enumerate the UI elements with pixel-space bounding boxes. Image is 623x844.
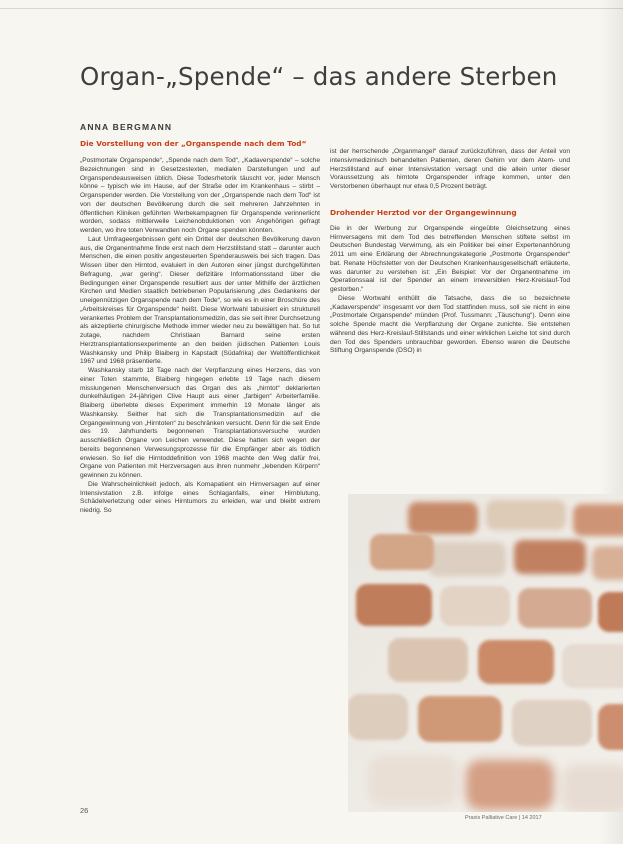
journal-footer: Praxis Palliative Care | 14 2017 [465, 815, 542, 821]
left-column [80, 139, 320, 516]
left-paragraph-2: Laut Umfrageergebnissen geht ein Drittel der deutschen Bevölkerung davon aus, die Organentnahme finde erst nach dem Herzstillstand statt – darunter auch Menschen, die einen positiv angesteuerten Spenderausweis bei sich tragen. Das Wissen über den Hirntod, evaluiert in den Autoren einer jüngst durchgeführten Befragung, „war gering“. Dieser defizitäre Informationsstand über die Bedingungen einer Organspende resultiert aus der unter Mithilfe der ärztlichen Kirchen und Medien staatlich betriebenen Popularisierung „des Gedankens der uneigennützigen Organspende nach dem Tode“, so wie es in einer Broschüre des „Arbeitskreises für Organspende“ heißt. Diese Wortwahl tabuisiert ein strukturell verankertes Problem der Transplantationsmedizin, das sie seit ihrer Durchsetzung als akzeptierte chirurgische Methode immer wieder neu zu bewältigen hat. So tut zutage, nachdem Christiaan Barnard seine ersten Herztransplantationsexperimente an den beiden jüdischen Patienten Louis Washkansky und Philip Blaiberg in Kapstadt (Südafrika) der Weltöffentlichkeit 1967 und 1968 präsentierte. [80, 235, 320, 366]
page-number: 26 [80, 806, 89, 815]
left-subhead: Die Vorstellung von der „Organspende nach dem Tod“ [80, 139, 307, 148]
right-subhead: Drohender Herztod vor der Organgewinnung [330, 207, 517, 217]
left-paragraph-1: „Postmortale Organspende“, „Spende nach dem Tod“, „Kadaverspende“ – solche Bezeichnungen sind in Gesetzestexten, medialen Darstellungen und auf Organspendeausweisen üblich. Diese Todesrhetorik täuscht vor, jeder Mensch könne – typisch wie im Hause, auf der Straße oder im Krankenhaus – stirbt – Organspender werden. Die Vorstellung von der „Organspende nach dem Tod“ ist von der deutschen Bevölkerung durch die seit mehreren Jahrzehnten in öffentlichen Kliniken geführten Werbekampagnen für Organspende verinnerlicht worden, sodass mittlerweile Leichenobduktionen von Angehörigen gefragt werden, wo ihre toten Verwandten noch Organe spenden könnten. [80, 157, 320, 234]
right-paragraph-1: Die in der Werbung zur Organspende eingeübte Gleichsetzung eines Hirnversagens mit dem Tod des betreffenden Menschen stiftete selbst im Deutschen Bundestag Verwirrung, als ein Politiker bei einer Expertenanhörung 2011 um eine Erklärung der Abrechnungskategorie „Postmorte Organspender“ bat. Renate Höchstetter von der Deutschen Krankenhausgesellschaft erläuterte, was darunter zu verstehen ist: „Ein Beispiel: Vor der Organentnahme im Operationssaal ist der Spender an einem irreversiblen Herz-Kreislauf-Tod gestorben.“ [330, 224, 570, 293]
brick-wall-illustration [348, 494, 623, 812]
top-rule [0, 8, 623, 9]
right-intro-paragraph: ist der herrschende „Organmangel“ darauf zurückzuführen, dass der Anteil von intensivmedizinisch behandelten Patienten, deren Gehirn vor dem Atem- und Herzstillstand auf einer Intensivstation versagt und die allein unter dieser Voraussetzung als hirntote Organspender infrage kommen, unter den Verstorbenen überhaupt nur etwa 0,5 Prozent beträgt. [330, 148, 570, 190]
right-paragraph-2: Diese Wortwahl enthüllt die Tatsache, dass die so bezeichnete „Kadaverspende“ insgesamt vor dem Tod stattfinden muss, soll sie nicht in eine „Postmortale Organspende“ münden (Prof. Tussmann: „Täuschung“). Denn eine solche Spende macht die Verpflanzung der Organe zunichte. Sie entstehen während des Herz-Kreislauf-Stillstands und einer wirklichen Leiche tot sind durch den Tod des Spenders unbrauchbar geworden. Ebenso waren die Deutsche Stiftung Organspende (DSO) in [330, 294, 570, 355]
left-paragraph-4: Die Wahrscheinlichkeit jedoch, als Komapatient ein Hirnversagen auf einer Intensivstation z.B. infolge eines Schlaganfalls, einer Hirnblutung, Schädelverletzung oder eines Hirntumors zu erleiden, war und bleibt extrem niedrig. So [80, 480, 320, 514]
article-headline: Organ-„Spende“ – das andere Sterben [80, 62, 558, 91]
right-column [330, 148, 570, 356]
left-paragraph-3: Washkansky starb 18 Tage nach der Verpflanzung eines Herzens, das von einer Toten stammte, Blaiberg hingegen erlebte 19 Tage nach diesem misslungenen Menschenversuch das Organ des als „hirntot“ deklarierten dunkelhäutigen 24-jährigen Clive Haupt aus einer „farbigen“ Arbeiterfamilie. Blaiberg überlebte dieses Experiment immerhin 19 Monate länger als Washkansky. Seither hat sich die Transplantationsmedizin auf die Organgewinnung von „Hirntoten“ zu beschränken versucht. Denn für die seit Ende des 19. Jahrhunderts begonnenen Transplantationsversuche wurden ausschließlich Organe von Leichen verwendet. Diese hatten sich wegen der bereits begonnenen Verwesungsprozesse für die Empfänger aber als tödlich erwiesen. So lief die Hirntoddefinition von 1968 machte den Weg dafür frei, Organe von Patienten mit Herzversagen aus ihren nunmehr „lebenden Körpern“ gewinnen zu können. [80, 367, 320, 479]
brick-wall-photo [348, 494, 623, 812]
author-byline: ANNA BERGMANN [80, 122, 173, 132]
